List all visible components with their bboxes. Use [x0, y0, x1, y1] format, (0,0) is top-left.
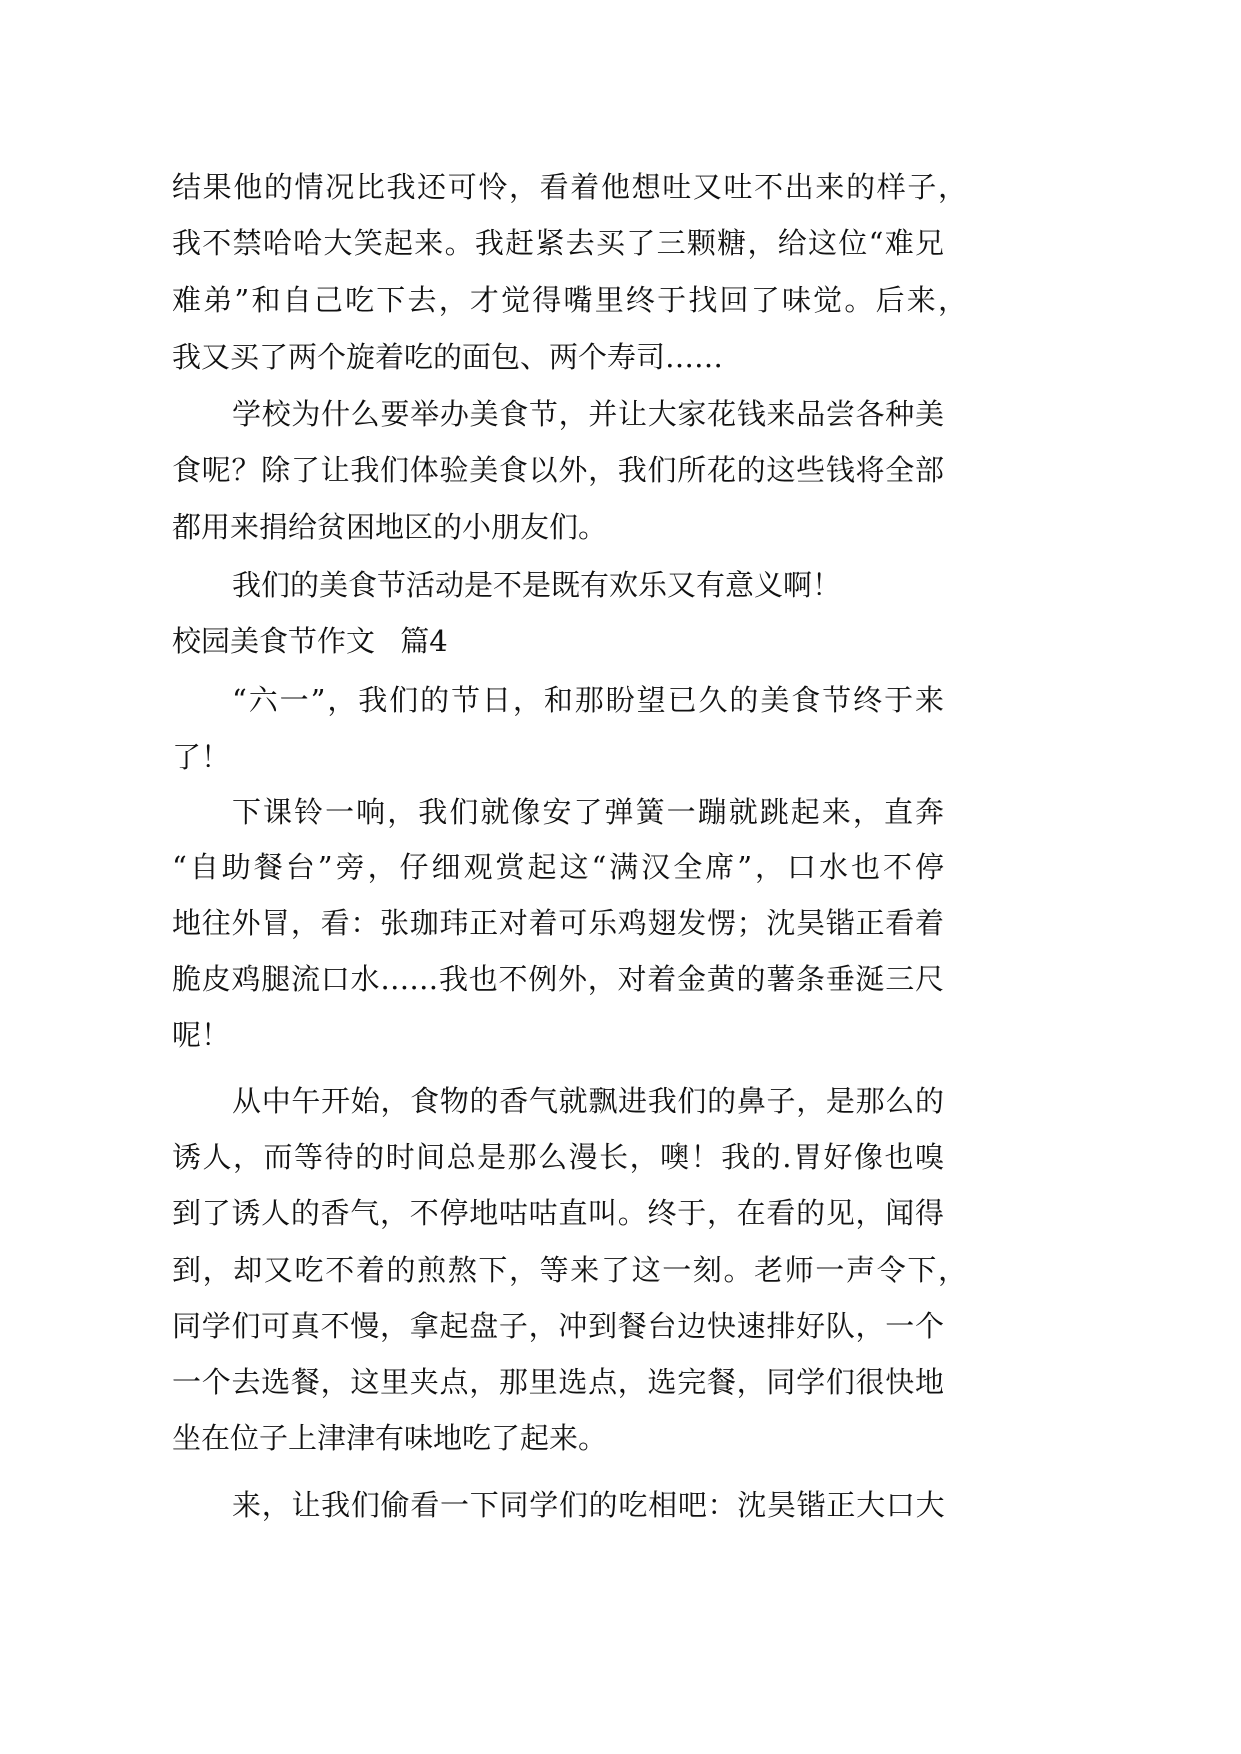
section-heading: 校园美食节作文 篇4	[172, 624, 448, 658]
text-line: 结果他的情况比我还可怜，看着他想吐又吐不出来的样子，	[172, 170, 967, 204]
text-line: 都用来捐给贫困地区的小朋友们。	[172, 510, 608, 544]
text-line: 我不禁哈哈大笑起来。我赶紧去买了三颗糖，给这位“难兄	[172, 226, 944, 260]
text-line: 学校为什么要举办美食节，并让大家花钱来品尝各种美	[232, 397, 944, 431]
text-line: 坐在位子上津津有味地吃了起来。	[172, 1421, 608, 1455]
text-line: 食呢？除了让我们体验美食以外，我们所花的这些钱将全部	[172, 453, 944, 487]
text-line: 一个去选餐，这里夹点，那里选点，选完餐，同学们很快地	[172, 1365, 944, 1399]
text-line: 同学们可真不慢，拿起盘子，冲到餐台边快速排好队，一个	[172, 1309, 944, 1343]
text-line: 我又买了两个旋着吃的面包、两个寿司……	[172, 340, 724, 374]
text-line: 到，却又吃不着的煎熬下，等来了这一刻。老师一声令下，	[172, 1253, 967, 1287]
text-line: “自助餐台”旁，仔细观赏起这“满汉全席”，口水也不停	[172, 850, 944, 884]
text-line: 到了诱人的香气，不停地咕咕直叫。终于，在看的见，闻得	[172, 1196, 944, 1230]
text-line: 难弟”和自己吃下去，才觉得嘴里终于找回了味觉。后来，	[172, 283, 967, 317]
text-line: “六一”，我们的节日，和那盼望已久的美食节终于来	[232, 683, 944, 717]
text-line: 地往外冒，看：张珈玮正对着可乐鸡翅发愣；沈昊锴正看着	[172, 906, 944, 940]
text-line: 了！	[172, 740, 231, 774]
text-line: 脆皮鸡腿流口水……我也不例外，对着金黄的薯条垂涎三尺	[172, 962, 944, 996]
text-line: 诱人，而等待的时间总是那么漫长，噢！我的.胃好像也嗅	[172, 1140, 944, 1174]
text-line: 来，让我们偷看一下同学们的吃相吧：沈昊锴正大口大	[232, 1488, 944, 1522]
text-line: 我们的美食节活动是不是既有欢乐又有意义啊！	[232, 568, 842, 602]
text-line: 呢！	[172, 1018, 231, 1052]
text-line: 从中午开始，食物的香气就飘进我们的鼻子，是那么的	[232, 1084, 944, 1118]
text-line: 下课铃一响，我们就像安了弹簧一蹦就跳起来，直奔	[232, 795, 944, 829]
